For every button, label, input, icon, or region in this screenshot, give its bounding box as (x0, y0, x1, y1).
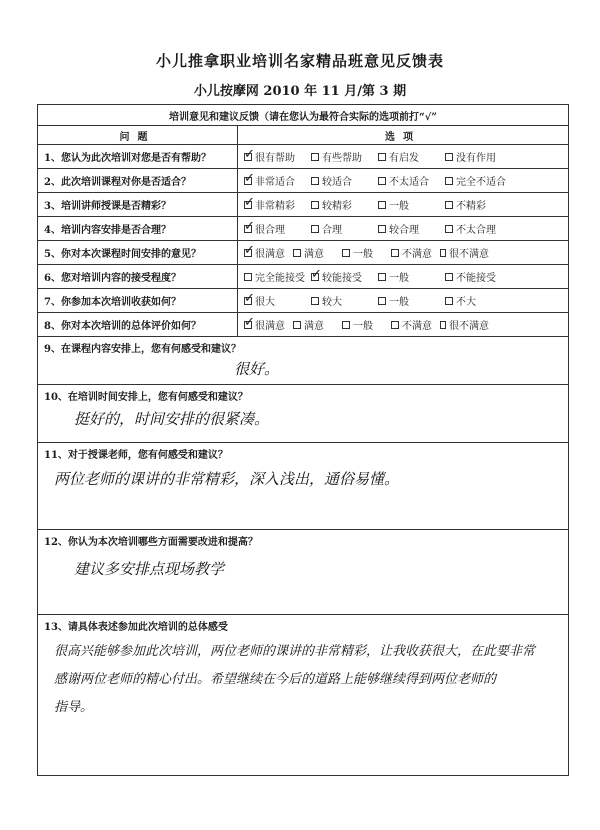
option-label: 一般 (353, 321, 373, 332)
option-checkbox[interactable] (445, 173, 512, 188)
option-label: 不能接受 (456, 273, 496, 284)
empty-box-icon (378, 153, 386, 161)
empty-box-icon (378, 225, 386, 233)
question-text: 8、你对本次培训的总体评价如何？ (38, 313, 238, 337)
open-question-cell (38, 337, 569, 385)
option-checkbox[interactable] (311, 221, 378, 236)
checked-box-icon (244, 225, 252, 233)
checked-box-icon (244, 201, 252, 209)
empty-box-icon (293, 321, 301, 329)
option-checkbox[interactable] (244, 197, 311, 212)
option-checkbox[interactable] (244, 221, 311, 236)
option-checkbox[interactable] (378, 269, 445, 284)
option-checkbox[interactable] (445, 293, 512, 308)
option-label: 完全不适合 (456, 177, 506, 188)
option-checkbox[interactable] (311, 269, 378, 284)
open-question-row (38, 337, 569, 385)
option-label: 很满意 (255, 249, 285, 260)
empty-box-icon (244, 273, 252, 281)
option-checkbox[interactable] (391, 317, 440, 332)
handwritten-answer: 两位老师的课讲的非常精彩，深入浅出，通俗易懂。 (54, 470, 400, 488)
handwritten-answer: 很高兴能够参加此次培训，两位老师的课讲的非常精彩，让我收获很大，在此要非常 (54, 644, 536, 659)
open-question-cell (38, 530, 569, 615)
open-question-row (38, 530, 569, 615)
option-checkbox[interactable] (244, 149, 311, 164)
option-label: 不满意 (402, 249, 432, 260)
question-options (238, 217, 569, 241)
question-options (238, 193, 569, 217)
option-label: 有些帮助 (322, 153, 362, 164)
empty-box-icon (311, 153, 319, 161)
empty-box-icon (445, 297, 453, 305)
option-checkbox[interactable] (293, 317, 342, 332)
empty-box-icon (311, 225, 319, 233)
option-label: 很不满意 (449, 249, 489, 260)
empty-box-icon (445, 273, 453, 281)
option-label: 不精彩 (456, 201, 486, 212)
open-question-text: 9、在课程内容安排上，您有何感受和建议？ (44, 344, 241, 355)
option-label: 满意 (304, 321, 324, 332)
empty-box-icon (378, 177, 386, 185)
open-questions (38, 337, 569, 776)
option-checkbox[interactable] (445, 149, 512, 164)
empty-box-icon (445, 225, 453, 233)
empty-box-icon (445, 201, 453, 209)
option-checkbox[interactable] (440, 317, 489, 332)
open-question-cell (38, 385, 569, 443)
feedback-table (37, 104, 569, 776)
form-title: 小儿推拿职业培训名家精品班意见反馈表 (155, 52, 444, 70)
option-checkbox[interactable] (311, 293, 378, 308)
option-label: 较能接受 (322, 273, 362, 284)
open-question-text: 10、在培训时间安排上，您有何感受和建议？ (44, 392, 248, 403)
empty-box-icon (311, 201, 319, 209)
table-header: 培训意见和建议反馈（请在您认为最符合实际的选项前打“√” (38, 105, 569, 126)
choice-questions (38, 145, 569, 337)
question-text: 6、您对培训内容的接受程度？ (38, 265, 238, 289)
question-row (38, 145, 569, 169)
question-row (38, 313, 569, 337)
question-text: 1、您认为此次培训对您是否有帮助？ (38, 145, 238, 169)
empty-box-icon (445, 153, 453, 161)
question-text: 2、此次培训课程对你是否适合？ (38, 169, 238, 193)
option-checkbox[interactable] (311, 149, 378, 164)
checked-box-icon (244, 297, 252, 305)
question-row (38, 265, 569, 289)
column-options-header: 选项 (238, 126, 569, 145)
checked-box-icon (244, 153, 252, 161)
empty-box-icon (391, 321, 399, 329)
option-checkbox[interactable] (311, 173, 378, 188)
form-subtitle: 小儿按摩网 2010 年 11 月/第 3 期 (193, 84, 407, 99)
option-label: 较合理 (389, 225, 419, 236)
empty-box-icon (311, 177, 319, 185)
option-checkbox[interactable] (440, 245, 489, 260)
handwritten-answer: 建议多安排点现场教学 (74, 560, 225, 578)
empty-box-icon (378, 297, 386, 305)
checked-box-icon (244, 249, 252, 257)
option-checkbox[interactable] (244, 173, 311, 188)
question-text: 7、你参加本次培训收获如何？ (38, 289, 238, 313)
question-text: 3、培训讲师授课是否精彩？ (38, 193, 238, 217)
option-label: 满意 (304, 249, 324, 260)
open-question-text: 11、对于授课老师，您有何感受和建议？ (44, 450, 228, 461)
option-label: 较大 (322, 297, 342, 308)
open-question-row (38, 385, 569, 443)
option-label: 完全能接受 (255, 273, 305, 284)
question-options (238, 265, 569, 289)
option-checkbox[interactable] (244, 269, 311, 284)
option-label: 不大 (456, 297, 476, 308)
open-question-row (38, 443, 569, 530)
option-checkbox[interactable] (311, 197, 378, 212)
option-checkbox[interactable] (445, 197, 512, 212)
empty-box-icon (342, 249, 350, 257)
option-label: 合理 (322, 225, 342, 236)
handwritten-answer: 很好。 (234, 360, 280, 378)
question-options (238, 241, 569, 265)
option-label: 有启发 (389, 153, 419, 164)
handwritten-answer: 感谢两位老师的精心付出。希望继续在今后的道路上能够继续得到两位老师的 (54, 672, 497, 687)
empty-box-icon (378, 201, 386, 209)
empty-box-icon (293, 249, 301, 257)
option-checkbox[interactable] (293, 245, 342, 260)
question-row (38, 217, 569, 241)
option-label: 不太合理 (456, 225, 496, 236)
empty-box-icon (311, 297, 319, 305)
question-row (38, 289, 569, 313)
column-question-header: 问题 (38, 126, 238, 145)
question-options (238, 169, 569, 193)
empty-box-icon (342, 321, 350, 329)
option-checkbox[interactable] (378, 173, 445, 188)
empty-box-icon (440, 249, 446, 257)
question-options (238, 145, 569, 169)
option-checkbox[interactable] (378, 221, 445, 236)
open-question-text: 12、你认为本次培训哪些方面需要改进和提高？ (44, 537, 258, 548)
question-row (38, 193, 569, 217)
option-checkbox[interactable] (378, 197, 445, 212)
option-checkbox[interactable] (244, 317, 293, 332)
empty-box-icon (378, 273, 386, 281)
open-question-text: 13、请具体表述参加此次培训的总体感受 (44, 622, 228, 633)
checked-box-icon (311, 273, 319, 281)
handwritten-answer: 指导。 (54, 700, 94, 715)
question-text: 4、培训内容安排是否合理？ (38, 217, 238, 241)
checked-box-icon (244, 177, 252, 185)
option-checkbox[interactable] (342, 245, 391, 260)
option-checkbox[interactable] (445, 221, 512, 236)
empty-box-icon (440, 321, 446, 329)
checked-box-icon (244, 321, 252, 329)
option-checkbox[interactable] (244, 245, 293, 260)
question-options (238, 313, 569, 337)
option-label: 一般 (389, 201, 409, 212)
open-question-cell (38, 615, 569, 776)
option-label: 非常精彩 (255, 201, 295, 212)
handwritten-answer: 挺好的，时间安排的很紧凑。 (74, 410, 270, 428)
option-label: 很大 (255, 297, 275, 308)
option-checkbox[interactable] (378, 149, 445, 164)
option-label: 一般 (353, 249, 373, 260)
option-checkbox[interactable] (391, 245, 440, 260)
question-row (38, 241, 569, 265)
option-label: 一般 (389, 273, 409, 284)
option-label: 非常适合 (255, 177, 295, 188)
empty-box-icon (391, 249, 399, 257)
option-label: 不满意 (402, 321, 432, 332)
option-checkbox[interactable] (244, 293, 311, 308)
question-text: 5、你对本次课程时间安排的意见？ (38, 241, 238, 265)
option-label: 很合理 (255, 225, 285, 236)
question-options (238, 289, 569, 313)
option-checkbox[interactable] (342, 317, 391, 332)
open-question-cell (38, 443, 569, 530)
question-row (38, 169, 569, 193)
option-label: 不太适合 (389, 177, 429, 188)
option-checkbox[interactable] (445, 269, 512, 284)
option-label: 很不满意 (449, 321, 489, 332)
open-question-row (38, 615, 569, 776)
option-label: 很有帮助 (255, 153, 295, 164)
empty-box-icon (445, 177, 453, 185)
option-label: 较适合 (322, 177, 352, 188)
option-label: 没有作用 (456, 153, 496, 164)
option-label: 较精彩 (322, 201, 352, 212)
option-label: 很满意 (255, 321, 285, 332)
option-checkbox[interactable] (378, 293, 445, 308)
option-label: 一般 (389, 297, 409, 308)
